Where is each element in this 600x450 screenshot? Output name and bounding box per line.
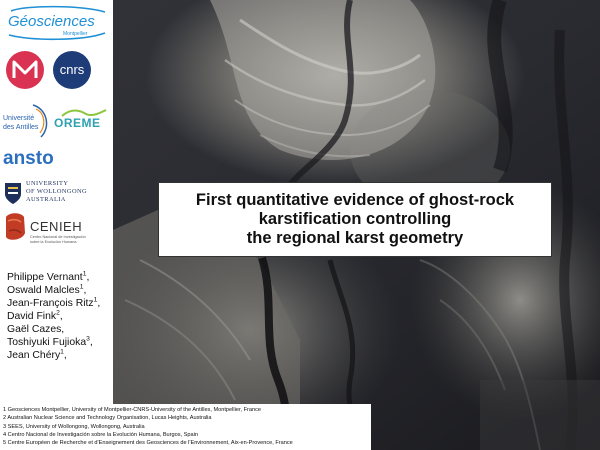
author-item xyxy=(7,284,111,297)
wollongong-line1: UNIVERSITY xyxy=(26,180,69,187)
affiliation-footnote: 3 SEES, University of Wollongong, Wollongong, Australia xyxy=(3,423,145,430)
affiliation-footnote: 1 Geosciences Montpellier, University of Montpellier-CNRS-University of the Antilles, Montpellier, France xyxy=(3,407,262,413)
antilles-logo xyxy=(3,103,51,139)
author-separator: , xyxy=(83,285,87,296)
author-item xyxy=(7,323,111,336)
wollongong-line3: AUSTRALIA xyxy=(26,196,66,203)
cenieh-sub2: sobre la Evolución Humana xyxy=(30,240,77,244)
geosciences-logo xyxy=(3,4,111,42)
affiliation-footnote: 2 Australian Nuclear Science and Technology Organisation, Lucas Heights, Australia xyxy=(3,415,212,422)
author-name: Toshiyuki Fujioka xyxy=(7,337,87,348)
montpellier-university-logo xyxy=(5,50,45,90)
author-affiliation-number: 1 xyxy=(82,270,87,278)
author-item xyxy=(7,271,111,284)
affiliation-footnote: 5 Centre Européen de Recherche et d'Enseignement des Geosciences de l'Environnement, Aix-en-Provence, France xyxy=(3,440,293,447)
title-box xyxy=(158,182,552,257)
logo-sidebar xyxy=(0,0,113,405)
author-name: Oswald Malcles xyxy=(7,285,80,296)
montpellier-m-icon xyxy=(5,50,45,90)
author-separator: , xyxy=(89,337,93,348)
author-list xyxy=(7,271,111,362)
antilles-line2: des Antilles xyxy=(3,124,39,131)
geosciences-sub: Montpellier xyxy=(63,31,88,37)
antilles-line1: Université xyxy=(3,115,35,122)
cenieh-skull-icon xyxy=(3,211,27,243)
author-affiliation-number: 2 xyxy=(56,309,60,317)
cenieh-sub1: Centro Nacional de Investigación xyxy=(30,235,86,239)
author-affiliation-number: 1 xyxy=(93,296,98,304)
author-name: David Fink xyxy=(7,311,57,322)
ansto-text: ansto xyxy=(3,148,54,169)
author-separator: , xyxy=(97,298,101,309)
cnrs-text: cnrs xyxy=(59,62,85,77)
author-name: Jean Chéry xyxy=(7,350,61,361)
cenieh-name: CENIEH xyxy=(30,219,83,234)
author-affiliation-number: 1 xyxy=(60,348,64,356)
affiliation-footnote: 4 Centro Nacional de Investigación sobre la Evolución Humana, Burgos, Spain xyxy=(3,431,198,438)
affiliations-footnotes xyxy=(0,404,371,450)
author-item xyxy=(7,349,111,362)
author-name: Philippe Vernant xyxy=(7,272,83,283)
wollongong-line2: OF WOLLONGONG xyxy=(26,188,87,195)
cnrs-logo xyxy=(52,50,92,90)
title-line-2: karstification controlling xyxy=(258,210,452,228)
author-name: Jean-François Ritz xyxy=(7,298,94,309)
author-item xyxy=(7,297,111,310)
oreme-text: OREME xyxy=(54,116,101,130)
title-line-1: First quantitative evidence of ghost-rock xyxy=(195,191,515,209)
geosciences-name: Géosciences xyxy=(8,13,95,30)
wollongong-crest-icon xyxy=(3,181,23,205)
author-separator: , xyxy=(61,324,65,335)
title-line-3: the regional karst geometry xyxy=(246,229,464,247)
ansto-logo xyxy=(3,148,83,172)
oreme-logo xyxy=(54,108,110,134)
author-separator: , xyxy=(86,272,90,283)
author-item xyxy=(7,336,111,349)
author-name: Gaël Cazes xyxy=(7,324,62,335)
author-affiliation-number: 3 xyxy=(86,335,90,343)
author-affiliation-number: 1 xyxy=(79,283,84,291)
author-separator: , xyxy=(59,311,63,322)
author-separator: , xyxy=(63,350,67,361)
wollongong-logo xyxy=(3,180,111,206)
cenieh-logo xyxy=(3,211,111,247)
author-item xyxy=(7,310,111,323)
